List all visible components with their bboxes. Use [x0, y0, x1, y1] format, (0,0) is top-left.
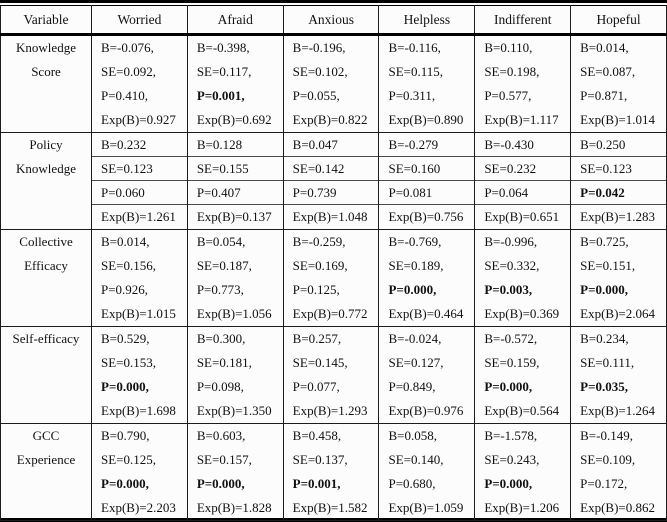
stat-value: P=0.000,: [388, 282, 437, 297]
table-header: [1, 6, 667, 35]
variable-label: Experience: [16, 452, 76, 467]
stat-cell: [283, 133, 379, 230]
variable-label: Knowledge: [16, 161, 76, 176]
stat-value: B=0.014,: [580, 40, 629, 55]
stat-value: SE=0.189,: [388, 258, 444, 273]
stat-cell: [283, 327, 379, 424]
stat-value: P=0.000,: [101, 379, 149, 394]
stat-value: B=0.529,: [101, 331, 150, 346]
stat-value: SE=0.109,: [580, 452, 636, 467]
stat-value: B=-0.149,: [580, 428, 633, 443]
variable-cell: [1, 327, 92, 424]
stat-value: Exp(B)=1.059: [388, 500, 464, 515]
stat-value: SE=0.140,: [388, 452, 444, 467]
stat-value: B=0.232: [92, 133, 187, 157]
stat-value: P=0.311,: [388, 88, 436, 103]
stat-value: P=0.000,: [196, 476, 245, 491]
stat-value: P=0.172,: [580, 476, 628, 491]
stat-cell: [283, 35, 379, 133]
regression-results-table: [0, 5, 667, 521]
stat-value: P=0.871,: [580, 88, 628, 103]
variable-label: Policy: [29, 137, 63, 152]
stat-value: P=0.000,: [484, 379, 533, 394]
stat-value: Exp(B)=1.056: [196, 306, 272, 321]
stat-value: SE=0.198,: [484, 64, 540, 79]
stat-value: B=-0.398,: [196, 40, 250, 55]
stat-cell: [379, 327, 475, 424]
stat-value: Exp(B)=0.564: [484, 403, 560, 418]
column-header-helpless: Helpless: [379, 6, 475, 35]
stat-value: B=0.250: [571, 133, 666, 157]
stat-value: SE=0.111,: [580, 355, 635, 370]
stat-cell: [571, 327, 667, 424]
stat-value: Exp(B)=0.822: [292, 112, 368, 127]
stat-cell: [283, 230, 379, 327]
stat-cell: [379, 424, 475, 521]
variable-label: Self-efficacy: [12, 331, 80, 346]
stat-cell: [475, 424, 571, 521]
stat-value: Exp(B)=0.369: [484, 306, 560, 321]
stat-value: SE=0.117,: [196, 64, 252, 79]
stat-value: P=0.003,: [484, 282, 533, 297]
stat-value: Exp(B)=0.692: [196, 112, 272, 127]
variable-label: Efficacy: [24, 258, 68, 273]
stat-value: SE=0.127,: [388, 355, 444, 370]
stat-value: B=-0.769,: [388, 234, 442, 249]
stat-value: SE=0.160: [379, 157, 474, 181]
variable-label: Knowledge: [16, 40, 76, 55]
stat-value: P=0.060: [92, 181, 187, 205]
stat-value: Exp(B)=0.756: [388, 209, 464, 224]
stat-value: SE=0.156,: [101, 258, 157, 273]
stat-value: P=0.000,: [484, 476, 533, 491]
column-header-anxious: Anxious: [283, 6, 379, 35]
stat-cell: [187, 424, 283, 521]
stat-value: Exp(B)=0.862: [580, 500, 655, 515]
stat-value: B=0.110,: [484, 40, 533, 55]
stat-value: SE=0.123: [92, 157, 187, 181]
stat-value: Exp(B)=0.772: [292, 306, 368, 321]
stat-value: P=0.739: [284, 181, 379, 205]
stat-value: B=-0.996,: [484, 234, 538, 249]
stat-value: SE=0.123: [571, 157, 666, 181]
stat-value: P=0.001,: [196, 88, 245, 103]
stat-value: B=-0.259,: [292, 234, 346, 249]
stat-value: B=-0.279: [379, 133, 474, 157]
stat-value: B=0.047: [284, 133, 379, 157]
stat-value: P=0.773,: [196, 282, 244, 297]
variable-label: Collective: [19, 234, 73, 249]
stat-value: SE=0.151,: [580, 258, 636, 273]
stat-value: Exp(B)=1.293: [292, 403, 368, 418]
stat-value: P=0.035,: [580, 379, 628, 394]
stat-value: B=-0.196,: [292, 40, 346, 55]
stat-value: Exp(B)=1.828: [196, 500, 272, 515]
stat-cell: [92, 327, 188, 424]
column-header-variable: Variable: [1, 6, 92, 35]
stat-value: Exp(B)=1.283: [580, 209, 655, 224]
stat-cell: [571, 35, 667, 133]
stat-cell: [187, 230, 283, 327]
stat-value: B=0.234,: [580, 331, 629, 346]
stat-value: Exp(B)=0.927: [101, 112, 176, 127]
header-row: [1, 6, 667, 35]
table-row: [1, 230, 667, 327]
stat-value: B=-0.572,: [484, 331, 538, 346]
stat-value: B=0.603,: [196, 428, 246, 443]
stat-cell: [571, 133, 667, 230]
stat-value: P=0.849,: [388, 379, 436, 394]
stat-value: P=0.042: [571, 181, 666, 205]
stat-value: B=0.790,: [101, 428, 150, 443]
stat-cell: [187, 327, 283, 424]
stat-cell: [379, 35, 475, 133]
stat-value: Exp(B)=2.203: [101, 500, 176, 515]
stat-value: SE=0.142: [284, 157, 379, 181]
column-header-worried: Worried: [92, 6, 188, 35]
table-row: [1, 133, 667, 230]
stat-value: SE=0.243,: [484, 452, 540, 467]
stat-value: SE=0.157,: [196, 452, 252, 467]
stat-value: P=0.064: [475, 181, 570, 205]
stat-value: P=0.098,: [196, 379, 244, 394]
stat-cell: [475, 35, 571, 133]
stat-value: Exp(B)=1.117: [484, 112, 559, 127]
stat-value: Exp(B)=1.698: [101, 403, 176, 418]
variable-cell: [1, 35, 92, 133]
stat-value: SE=0.145,: [292, 355, 348, 370]
stat-value: SE=0.102,: [292, 64, 348, 79]
table-row: [1, 35, 667, 133]
stat-value: P=0.407: [188, 181, 283, 205]
table-body: [1, 35, 667, 521]
stat-value: B=0.257,: [292, 331, 342, 346]
stat-value: Exp(B)=0.464: [388, 306, 464, 321]
stat-cell: [475, 230, 571, 327]
variable-cell: [1, 133, 92, 230]
stat-value: P=0.081: [379, 181, 474, 205]
stat-value: P=0.000,: [580, 282, 628, 297]
stat-value: P=0.926,: [101, 282, 149, 297]
stat-value: Exp(B)=1.261: [101, 209, 176, 224]
stat-value: SE=0.181,: [196, 355, 252, 370]
stat-value: Exp(B)=0.976: [388, 403, 464, 418]
stat-value: Exp(B)=1.582: [292, 500, 368, 515]
stat-value: Exp(B)=1.350: [196, 403, 272, 418]
stat-value: SE=0.125,: [101, 452, 157, 467]
stat-value: P=0.000,: [101, 476, 149, 491]
column-header-hopeful: Hopeful: [571, 6, 667, 35]
stat-value: B=-1.578,: [484, 428, 538, 443]
stat-value: SE=0.332,: [484, 258, 540, 273]
stat-cell: [92, 230, 188, 327]
variable-cell: [1, 424, 92, 521]
stat-value: Exp(B)=1.206: [484, 500, 560, 515]
stat-cell: [187, 133, 283, 230]
stat-value: Exp(B)=1.015: [101, 306, 176, 321]
column-header-afraid: Afraid: [187, 6, 283, 35]
stat-cell: [187, 35, 283, 133]
stat-value: P=0.077,: [292, 379, 340, 394]
stat-value: B=-0.076,: [101, 40, 154, 55]
stat-value: Exp(B)=0.137: [196, 209, 272, 224]
stat-value: Exp(B)=1.264: [580, 403, 655, 418]
stat-value: B=0.300,: [196, 331, 246, 346]
stat-value: P=0.410,: [101, 88, 149, 103]
stat-value: Exp(B)=1.014: [580, 112, 655, 127]
stat-value: SE=0.155: [188, 157, 283, 181]
stat-cell: [379, 133, 475, 230]
stat-value: P=0.577,: [484, 88, 532, 103]
stat-value: Exp(B)=0.890: [388, 112, 464, 127]
variable-cell: [1, 230, 92, 327]
table-row: [1, 424, 667, 521]
stat-cell: [92, 133, 188, 230]
stat-value: B=0.725,: [580, 234, 629, 249]
variable-label: GCC: [32, 428, 60, 443]
stat-cell: [475, 133, 571, 230]
stat-value: B=0.458,: [292, 428, 342, 443]
stat-value: SE=0.092,: [101, 64, 157, 79]
stat-value: Exp(B)=2.064: [580, 306, 655, 321]
stat-cell: [571, 424, 667, 521]
stat-value: SE=0.087,: [580, 64, 636, 79]
stat-value: B=0.014,: [101, 234, 150, 249]
stat-value: P=0.001,: [292, 476, 341, 491]
stat-value: SE=0.169,: [292, 258, 348, 273]
variable-label: Score: [31, 64, 61, 79]
stat-value: SE=0.159,: [484, 355, 540, 370]
stat-value: B=0.128: [188, 133, 283, 157]
stat-value: SE=0.137,: [292, 452, 348, 467]
stat-cell: [379, 230, 475, 327]
stat-value: Exp(B)=0.651: [484, 209, 560, 224]
stat-value: B=0.054,: [196, 234, 246, 249]
stat-value: B=-0.116,: [388, 40, 441, 55]
column-header-indifferent: Indifferent: [475, 6, 571, 35]
stat-value: P=0.055,: [292, 88, 340, 103]
stat-value: SE=0.115,: [388, 64, 444, 79]
stat-value: P=0.680,: [388, 476, 436, 491]
stat-value: SE=0.187,: [196, 258, 252, 273]
stat-value: P=0.125,: [292, 282, 340, 297]
stat-value: Exp(B)=1.048: [292, 209, 368, 224]
stat-cell: [475, 327, 571, 424]
stat-cell: [571, 230, 667, 327]
stat-cell: [92, 35, 188, 133]
table-row: [1, 327, 667, 424]
stat-value: SE=0.232: [475, 157, 570, 181]
stat-value: B=-0.430: [475, 133, 570, 157]
stat-value: B=0.058,: [388, 428, 437, 443]
stat-cell: [92, 424, 188, 521]
stat-value: B=-0.024,: [388, 331, 442, 346]
stat-value: SE=0.153,: [101, 355, 157, 370]
stat-cell: [283, 424, 379, 521]
